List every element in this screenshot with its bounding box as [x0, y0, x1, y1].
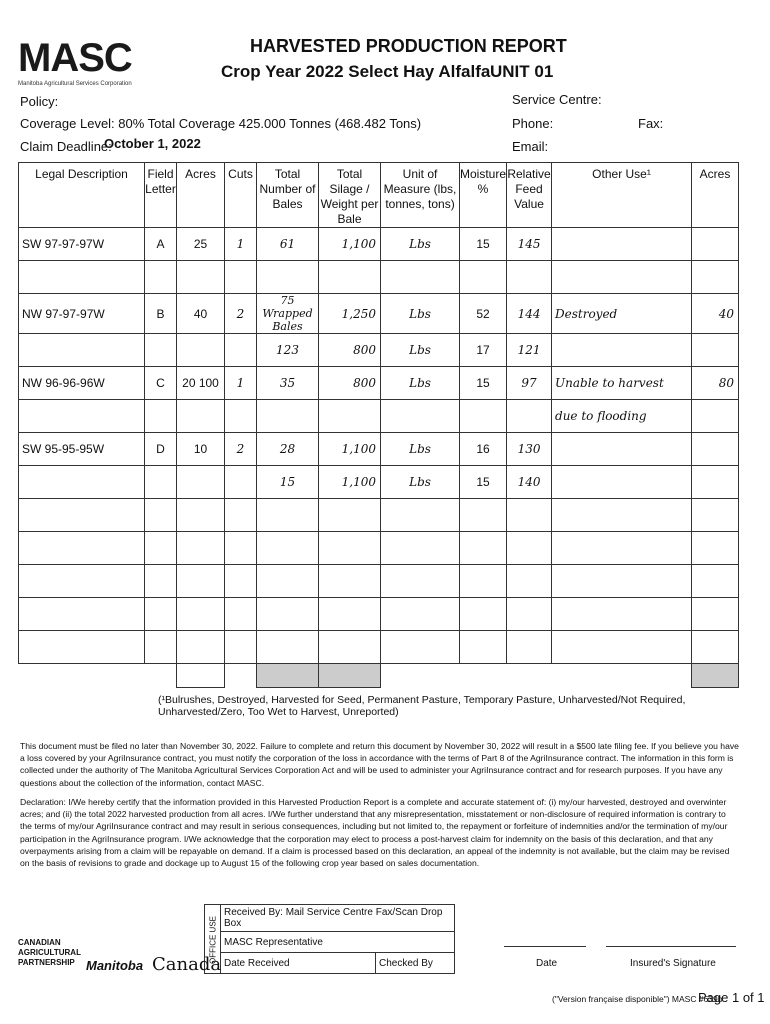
table-row	[19, 466, 739, 499]
other-acres-cell[interactable]	[692, 433, 739, 466]
moisture-cell[interactable]: 17	[460, 334, 507, 367]
legal-description-cell[interactable]	[19, 400, 145, 433]
acres-cell[interactable]	[177, 261, 225, 294]
unit-of-measure-cell[interactable]: Lbs	[381, 433, 460, 466]
moisture-cell[interactable]	[460, 499, 507, 532]
moisture-cell[interactable]	[460, 598, 507, 631]
relative-feed-value-cell[interactable]	[507, 631, 552, 664]
production-table	[18, 162, 739, 688]
table-row	[19, 261, 739, 294]
other-acres-cell[interactable]	[692, 400, 739, 433]
masc-logo	[18, 36, 132, 87]
other-acres-cell[interactable]: 80	[692, 367, 739, 400]
version-note: ("Version française disponible") MASC #639b	[552, 994, 723, 1004]
other-use-cell[interactable]	[552, 499, 692, 532]
cuts-cell[interactable]	[225, 499, 257, 532]
moisture-cell[interactable]	[460, 565, 507, 598]
total-bales-cell[interactable]	[257, 261, 319, 294]
acres-cell[interactable]: 10	[177, 433, 225, 466]
weight-per-bale-cell[interactable]: 1,100	[319, 228, 381, 261]
total-bales-cell[interactable]: 15	[257, 466, 319, 499]
acres-cell[interactable]	[177, 466, 225, 499]
other-use-cell[interactable]	[552, 532, 692, 565]
total-bales-cell[interactable]	[257, 631, 319, 664]
manitoba-logo: Manitoba	[86, 958, 144, 973]
other-use-cell[interactable]	[552, 565, 692, 598]
other-acres-cell[interactable]	[692, 466, 739, 499]
legal-description-cell[interactable]	[19, 598, 145, 631]
other-use-cell[interactable]: Destroyed	[552, 294, 692, 334]
other-use-header: Other Use¹	[552, 163, 692, 228]
other-use-cell[interactable]	[552, 228, 692, 261]
total-bales-cell[interactable]	[257, 400, 319, 433]
relative-feed-value-cell[interactable]	[507, 499, 552, 532]
relative-feed-value-header: Relative Feed Value	[507, 163, 552, 228]
acres-cell[interactable]: 25	[177, 228, 225, 261]
table-row	[19, 565, 739, 598]
footnote: (¹Bulrushes, Destroyed, Harvested for Seed, Permanent Pasture, Temporary Pasture, Unharvested/Not Required, Unharvested/Zero, Too Wet to Harvest, Unreported)	[158, 694, 686, 718]
weight-per-bale-cell[interactable]	[319, 598, 381, 631]
service-centre-label: Service Centre:	[512, 92, 602, 107]
field-letter-cell[interactable]	[145, 499, 177, 532]
other-acres-cell[interactable]	[692, 261, 739, 294]
legal-description-header: Legal Description	[19, 163, 145, 228]
unit-of-measure-cell[interactable]: Lbs	[381, 228, 460, 261]
total-bales-cell[interactable]: 28	[257, 433, 319, 466]
moisture-cell[interactable]: 15	[460, 367, 507, 400]
weight-per-bale-cell[interactable]	[319, 532, 381, 565]
total-bales-cell[interactable]: 75 Wrapped Bales	[257, 294, 319, 334]
cuts-cell[interactable]: 1	[225, 228, 257, 261]
declaration: Declaration: I/We hereby certify that the information provided in this Harvested Production Report is a complete and accurate statement of: (i) my/our harvested, destroyed and overwinter acres; and (ii) the total 2022 harvested production from all acres. I/We further understand that any misrepresentation, misstatement or non-disclosure of required information is contrary to the terms of my/our AgriInsurance contract and may result in serious consequences, including but not limited to, the repayment or forfeiture of indemnities and/or the termination of my/our participation in the AgriInsurance program. I/We acknowledge that the corporation may elect to process a post-harvest claim for indemnity on the basis of this declaration, and that any overpayments arising from a claim will be repayable on demand. If a claim is processed based on this declaration, an appeal of the indemnity is not available, but the claim may be revised on the basis of revisions to grade and dockage up to August 15 of the following crop year based on sales documentation.	[20, 797, 730, 869]
acres-header: Acres	[177, 163, 225, 228]
page-number: Page 1 of 1	[698, 990, 765, 1005]
cuts-cell[interactable]	[225, 466, 257, 499]
acres-cell[interactable]: 20 100	[177, 367, 225, 400]
cap-logo: CANADIAN AGRICULTURAL PARTNERSHIP	[18, 938, 81, 967]
unit-of-measure-cell[interactable]: Lbs	[381, 367, 460, 400]
table-row	[19, 499, 739, 532]
cuts-cell[interactable]: 1	[225, 367, 257, 400]
field-letter-cell[interactable]	[145, 532, 177, 565]
legal-description-cell[interactable]	[19, 532, 145, 565]
legal-description-cell[interactable]	[19, 565, 145, 598]
other-use-cell[interactable]	[552, 598, 692, 631]
other-use-cell[interactable]: Unable to harvest	[552, 367, 692, 400]
other-use-cell[interactable]	[552, 631, 692, 664]
other-acres-header: Acres	[692, 163, 739, 228]
weight-per-bale-cell[interactable]: 1,100	[319, 433, 381, 466]
office-use-box	[204, 904, 455, 974]
field-letter-cell[interactable]	[145, 334, 177, 367]
email-label: Email:	[512, 139, 549, 154]
cuts-cell[interactable]	[225, 400, 257, 433]
fax-label: Fax:	[638, 116, 664, 131]
total-bales-cell[interactable]	[257, 565, 319, 598]
phone-label: Phone:	[512, 116, 554, 131]
other-acres-cell[interactable]	[692, 228, 739, 261]
table-row	[19, 433, 739, 466]
relative-feed-value-cell[interactable]	[507, 565, 552, 598]
deadline-label: Claim Deadline:	[20, 139, 112, 154]
weight-per-bale-cell[interactable]	[319, 631, 381, 664]
cuts-cell[interactable]: 2	[225, 433, 257, 466]
relative-feed-value-cell[interactable]: 121	[507, 334, 552, 367]
unit-label: UNIT 01	[490, 62, 554, 81]
legal-description-cell[interactable]: NW 97-97-97W	[19, 294, 145, 334]
table-row	[19, 532, 739, 565]
relative-feed-value-cell[interactable]	[507, 598, 552, 631]
field-letter-cell[interactable]: B	[145, 294, 177, 334]
other-acres-cell[interactable]: 40	[692, 294, 739, 334]
moisture-cell[interactable]	[460, 261, 507, 294]
policy-label: Policy:	[20, 94, 59, 109]
moisture-cell[interactable]: 16	[460, 433, 507, 466]
received-by-field[interactable]: Received By: Mail Service Centre Fax/Scan Drop Box	[221, 905, 455, 932]
moisture-cell[interactable]: 15	[460, 466, 507, 499]
table-row	[19, 367, 739, 400]
other-use-cell[interactable]	[552, 334, 692, 367]
field-letter-cell[interactable]: D	[145, 433, 177, 466]
legal-description-cell[interactable]	[19, 261, 145, 294]
other-use-cell[interactable]	[552, 261, 692, 294]
weight-per-bale-header: Total Silage / Weight per Bale	[319, 163, 381, 228]
acres-cell[interactable]	[177, 532, 225, 565]
legal-description-cell[interactable]: SW 95-95-95W	[19, 433, 145, 466]
total-bales-cell[interactable]	[257, 532, 319, 565]
field-letter-cell[interactable]: C	[145, 367, 177, 400]
weight-per-bale-cell[interactable]: 1,100	[319, 466, 381, 499]
other-use-cell[interactable]	[552, 466, 692, 499]
date-line	[504, 946, 586, 947]
unit-of-measure-cell[interactable]	[381, 400, 460, 433]
table-row	[19, 631, 739, 664]
masc-rep-field[interactable]: MASC Representative	[221, 932, 455, 953]
unit-of-measure-cell[interactable]: Lbs	[381, 334, 460, 367]
unit-of-measure-header: Unit of Measure (lbs, tonnes, tons)	[381, 163, 460, 228]
acres-cell[interactable]	[177, 598, 225, 631]
field-letter-cell[interactable]	[145, 565, 177, 598]
moisture-header: Moisture %	[460, 163, 507, 228]
weight-per-bale-cell[interactable]: 1,250	[319, 294, 381, 334]
crop-year-subtitle: Crop Year 2022 Select Hay Alfalfa	[221, 62, 491, 81]
unit-of-measure-cell[interactable]: Lbs	[381, 294, 460, 334]
legal-description-cell[interactable]	[19, 466, 145, 499]
filing-notice: This document must be filed no later than November 30, 2022. Failure to complete and return this document by November 30, 2022 will result in a $500 late filing fee. If you believe you have a loss covered by your AgriInsurance contract, you must notify the corporation of the loss in accordance with the terms of Part 8 of the AgriInsurance contract. The information in this form is collected under the authority of The Manitoba Agricultural Services Corporation Act and will be used to administer your AgriInsurance contract and for research purposes. If you have any questions about the collection of the information, contact MASC.	[20, 741, 739, 788]
checked-by-field[interactable]: Checked By	[376, 953, 455, 974]
field-letter-cell[interactable]	[145, 261, 177, 294]
legal-description-cell[interactable]	[19, 499, 145, 532]
total-bales-cell	[257, 664, 319, 688]
other-acres-cell[interactable]	[692, 499, 739, 532]
canada-logo: Canada	[152, 954, 222, 975]
office-use-label: OFFICE USE	[205, 905, 221, 974]
field-letter-cell[interactable]	[145, 631, 177, 664]
unit-of-measure-cell[interactable]	[381, 499, 460, 532]
acres-cell[interactable]	[177, 334, 225, 367]
other-acres-cell[interactable]	[692, 334, 739, 367]
logo-subtitle: Manitoba Agricultural Services Corporation	[18, 81, 132, 87]
total-weight-cell	[319, 664, 381, 688]
legal-description-cell[interactable]	[19, 334, 145, 367]
date-label: Date	[536, 958, 558, 969]
relative-feed-value-cell[interactable]	[507, 532, 552, 565]
weight-per-bale-cell[interactable]	[319, 499, 381, 532]
total-bales-cell[interactable]: 123	[257, 334, 319, 367]
moisture-cell[interactable]: 52	[460, 294, 507, 334]
table-header-row	[19, 163, 739, 228]
moisture-cell[interactable]	[460, 400, 507, 433]
table-row	[19, 228, 739, 261]
other-acres-cell[interactable]	[692, 565, 739, 598]
weight-per-bale-cell[interactable]: 800	[319, 334, 381, 367]
legal-description-cell[interactable]: SW 97-97-97W	[19, 228, 145, 261]
cuts-cell[interactable]	[225, 598, 257, 631]
relative-feed-value-cell[interactable]: 144	[507, 294, 552, 334]
unit-of-measure-cell[interactable]	[381, 532, 460, 565]
unit-of-measure-cell[interactable]	[381, 565, 460, 598]
table-row	[19, 400, 739, 433]
logo-text: MASC	[18, 36, 132, 80]
weight-per-bale-cell[interactable]: 800	[319, 367, 381, 400]
table-row	[19, 598, 739, 631]
other-use-cell[interactable]	[552, 433, 692, 466]
page-title: HARVESTED PRODUCTION REPORT	[250, 36, 567, 56]
signature-line	[606, 946, 736, 947]
moisture-cell[interactable]	[460, 631, 507, 664]
relative-feed-value-cell[interactable]: 97	[507, 367, 552, 400]
relative-feed-value-cell[interactable]: 140	[507, 466, 552, 499]
relative-feed-value-cell[interactable]: 130	[507, 433, 552, 466]
cuts-cell[interactable]	[225, 565, 257, 598]
cuts-cell[interactable]	[225, 532, 257, 565]
deadline-value: October 1, 2022	[104, 136, 201, 151]
coverage-text: Coverage Level: 80% Total Coverage 425.000 Tonnes (468.482 Tons)	[20, 116, 422, 131]
total-bales-cell[interactable]: 35	[257, 367, 319, 400]
relative-feed-value-cell[interactable]	[507, 261, 552, 294]
cuts-cell[interactable]	[225, 334, 257, 367]
cuts-cell[interactable]: 2	[225, 294, 257, 334]
field-letter-cell[interactable]: A	[145, 228, 177, 261]
weight-per-bale-cell[interactable]	[319, 400, 381, 433]
unit-of-measure-cell[interactable]: Lbs	[381, 466, 460, 499]
totals-row	[19, 664, 739, 688]
total-bales-cell[interactable]	[257, 598, 319, 631]
acres-cell[interactable]	[177, 565, 225, 598]
field-letter-cell[interactable]	[145, 466, 177, 499]
signature-label: Insured's Signature	[630, 958, 716, 969]
legal-description-cell[interactable]: NW 96-96-96W	[19, 367, 145, 400]
total-other-acres-cell	[692, 664, 739, 688]
table-row	[19, 334, 739, 367]
cuts-header: Cuts	[225, 163, 257, 228]
weight-per-bale-cell[interactable]	[319, 565, 381, 598]
moisture-cell[interactable]: 15	[460, 228, 507, 261]
acres-cell[interactable]: 40	[177, 294, 225, 334]
cuts-cell[interactable]	[225, 631, 257, 664]
relative-feed-value-cell[interactable]: 145	[507, 228, 552, 261]
other-use-cell[interactable]: due to flooding	[552, 400, 692, 433]
acres-cell[interactable]	[177, 400, 225, 433]
weight-per-bale-cell[interactable]	[319, 261, 381, 294]
other-acres-cell[interactable]	[692, 532, 739, 565]
other-acres-cell[interactable]	[692, 598, 739, 631]
unit-of-measure-cell[interactable]	[381, 631, 460, 664]
other-acres-cell[interactable]	[692, 631, 739, 664]
total-bales-cell[interactable]: 61	[257, 228, 319, 261]
cuts-cell[interactable]	[225, 261, 257, 294]
total-acres-cell[interactable]	[177, 664, 225, 688]
total-bales-header: Total Number of Bales	[257, 163, 319, 228]
field-letter-cell[interactable]	[145, 598, 177, 631]
acres-cell[interactable]	[177, 499, 225, 532]
unit-of-measure-cell[interactable]	[381, 598, 460, 631]
table-row	[19, 294, 739, 334]
acres-cell[interactable]	[177, 631, 225, 664]
date-received-field[interactable]: Date Received	[221, 953, 376, 974]
relative-feed-value-cell[interactable]	[507, 400, 552, 433]
field-letter-cell[interactable]	[145, 400, 177, 433]
unit-of-measure-cell[interactable]	[381, 261, 460, 294]
total-bales-cell[interactable]	[257, 499, 319, 532]
field-letter-header: Field Letter	[145, 163, 177, 228]
moisture-cell[interactable]	[460, 532, 507, 565]
legal-description-cell[interactable]	[19, 631, 145, 664]
